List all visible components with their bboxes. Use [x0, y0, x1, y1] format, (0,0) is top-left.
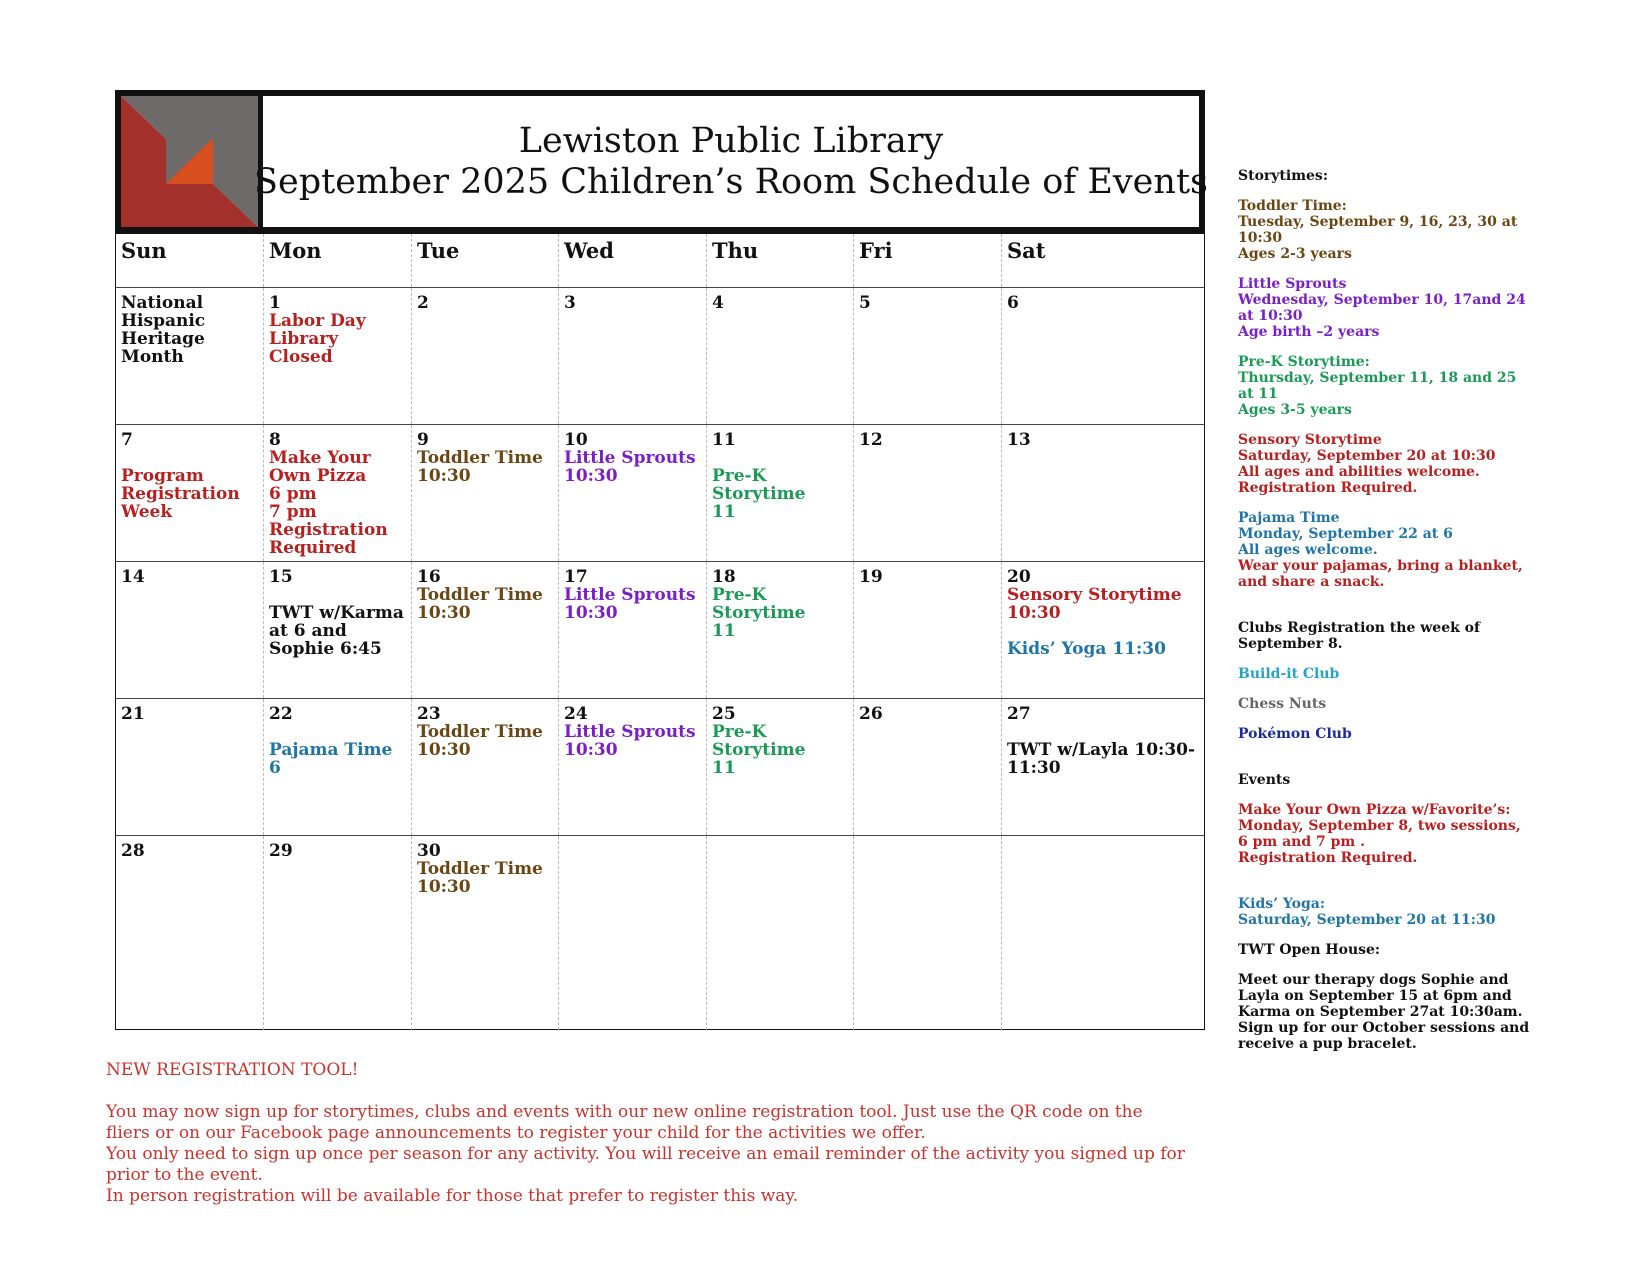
day-number: 26	[859, 704, 883, 724]
sidebar-block	[1238, 354, 1533, 418]
sidebar-block	[1238, 510, 1533, 590]
day-cell	[116, 425, 263, 561]
title-line-1: Lewiston Public Library	[518, 120, 944, 161]
day-number: 8	[269, 430, 281, 450]
event-text: 10:30	[417, 877, 471, 897]
sidebar-line: All ages welcome.	[1238, 542, 1378, 558]
sidebar-line: Ages 2-3 years	[1238, 246, 1352, 262]
notice-line-2: You only need to sign up once per season for any activity. You will receive an email reminder of the activity you signed up for prior to the event.	[106, 1144, 1185, 1185]
day-number: 13	[1007, 430, 1031, 450]
day-number: 19	[859, 567, 883, 587]
day-number: 11	[712, 430, 736, 450]
day-cell	[116, 699, 263, 835]
sidebar-block	[1238, 880, 1533, 928]
sidebar-block	[1238, 432, 1533, 496]
day-cell	[263, 699, 411, 835]
day-number: 29	[269, 841, 293, 861]
event-text: Program Registration Week	[121, 466, 240, 522]
week-row	[116, 835, 1204, 1030]
day-number: 22	[269, 704, 293, 724]
sidebar-spacer	[1238, 880, 1533, 896]
sidebar-line: Meet our therapy dogs Sophie and Layla on September 15 at 6pm and Karma on September 27at 10:30am. Sign up for our October sessions and receive a pup bracelet.	[1238, 972, 1530, 1052]
sidebar-line: All ages and abilities welcome.	[1238, 464, 1480, 480]
event-text: Labor Day	[269, 311, 366, 331]
day-cell	[116, 288, 263, 424]
notice-spacer	[106, 1081, 1186, 1102]
day-cell	[706, 699, 853, 835]
event-text: Little Sprouts	[564, 585, 696, 605]
event-text: Toddler Time	[417, 585, 543, 605]
weekday-header-row	[116, 234, 1204, 287]
day-number: 14	[121, 567, 145, 587]
event-text: Pre-K Storytime	[712, 585, 806, 623]
event-text: 10:30	[417, 740, 471, 760]
day-number: 24	[564, 704, 588, 724]
sidebar-line: Thursday, September 11, 18 and 25 at 11	[1238, 370, 1517, 402]
week-row	[116, 698, 1204, 835]
day-number: 9	[417, 430, 429, 450]
day-cell	[1001, 288, 1204, 424]
day-cell	[411, 836, 558, 1030]
day-cell	[1001, 425, 1204, 561]
calendar-grid	[115, 233, 1205, 1030]
sidebar-block	[1238, 942, 1533, 958]
event-text: 10:30	[564, 466, 618, 486]
sidebar-line: Monday, September 22 at 6	[1238, 526, 1453, 542]
title-line-2: September 2025 Children’s Room Schedule of Events	[254, 161, 1208, 202]
day-number: 23	[417, 704, 441, 724]
sidebar-line: Wear your pajamas, bring a blanket, and share a snack.	[1238, 558, 1523, 590]
sidebar-block	[1238, 276, 1533, 340]
day-number: 21	[121, 704, 145, 724]
event-text: 10:30	[564, 603, 618, 623]
day-cell	[853, 562, 1001, 698]
day-number: 1	[269, 293, 281, 313]
event-text: Pre-K Storytime	[712, 722, 806, 760]
day-number: 18	[712, 567, 736, 587]
sidebar-block	[1238, 198, 1533, 262]
day-number: 17	[564, 567, 588, 587]
day-cell	[706, 562, 853, 698]
weekday-wed: Wed	[558, 234, 706, 287]
weekday-thu: Thu	[706, 234, 853, 287]
sidebar-spacer	[1238, 604, 1533, 620]
day-number: 15	[269, 567, 293, 587]
sidebar-block	[1238, 802, 1533, 866]
notice-heading: NEW REGISTRATION TOOL!	[106, 1060, 359, 1080]
sidebar-block	[1238, 604, 1533, 652]
sidebar-line: Tuesday, September 9, 16, 23, 30 at 10:30	[1238, 214, 1518, 246]
registration-notice	[106, 1060, 1186, 1207]
weekday-tue: Tue	[411, 234, 558, 287]
week-row	[116, 424, 1204, 561]
day-cell	[411, 699, 558, 835]
sidebar-block	[1238, 168, 1533, 184]
day-cell	[558, 288, 706, 424]
event-text: 10:30	[564, 740, 618, 760]
sidebar-line: Build-it Club	[1238, 666, 1340, 682]
week-row	[116, 287, 1204, 424]
event-text: 6 pm	[269, 484, 317, 504]
event-text: Kids’ Yoga 11:30	[1007, 639, 1166, 659]
sidebar-line: Wednesday, September 10, 17and 24 at 10:30	[1238, 292, 1526, 324]
event-text: Registration Required	[269, 520, 388, 558]
event-spacer	[121, 449, 258, 467]
day-cell	[116, 836, 263, 1030]
day-cell	[853, 425, 1001, 561]
day-cell	[116, 562, 263, 698]
event-text: TWT w/Karma at 6 and Sophie 6:45	[269, 603, 404, 659]
day-cell	[1001, 699, 1204, 835]
event-text: 7 pm	[269, 502, 317, 522]
day-number: 10	[564, 430, 588, 450]
weekday-fri: Fri	[853, 234, 1001, 287]
event-spacer	[269, 586, 406, 604]
sidebar-line: Little Sprouts	[1238, 276, 1347, 292]
day-number: 30	[417, 841, 441, 861]
event-text: Library Closed	[269, 329, 339, 367]
day-cell	[411, 288, 558, 424]
sidebar-spacer	[1238, 756, 1533, 772]
event-text: Make Your Own Pizza	[269, 448, 371, 486]
sidebar-line: Kids’ Yoga:	[1238, 896, 1326, 912]
sidebar-line: Registration Required.	[1238, 480, 1418, 496]
title-box	[254, 96, 1208, 227]
day-cell	[853, 288, 1001, 424]
weekday-sat: Sat	[1001, 234, 1204, 287]
weekday-sun: Sun	[121, 238, 167, 263]
calendar-header	[115, 90, 1208, 233]
event-text: Toddler Time	[417, 859, 543, 879]
sidebar-line: Clubs Registration the week of September 8.	[1238, 620, 1481, 652]
event-spacer	[712, 449, 848, 467]
day-number: 12	[859, 430, 883, 450]
day-cell	[1001, 836, 1204, 1030]
weekday-mon: Mon	[263, 234, 411, 287]
sidebar-block	[1238, 696, 1533, 712]
sidebar-block	[1238, 666, 1533, 682]
event-text: Toddler Time	[417, 722, 543, 742]
day-number: 7	[121, 430, 133, 450]
sidebar-line: Toddler Time:	[1238, 198, 1347, 214]
notice-line-3: In person registration will be available for those that prefer to register this way.	[106, 1186, 799, 1206]
event-spacer	[269, 723, 406, 741]
day-cell	[706, 425, 853, 561]
day-number: 4	[712, 293, 724, 313]
event-text: 10:30	[1007, 603, 1061, 623]
event-spacer	[1007, 723, 1199, 741]
day-number: 6	[1007, 293, 1019, 313]
event-text: Little Sprouts	[564, 722, 696, 742]
day-number: 25	[712, 704, 736, 724]
sidebar-block	[1238, 726, 1533, 742]
event-text: Sensory Storytime	[1007, 585, 1182, 605]
sidebar-info	[1238, 168, 1533, 1066]
sidebar-line: Make Your Own Pizza w/Favorite’s:	[1238, 802, 1511, 818]
sidebar-line: Storytimes:	[1238, 168, 1328, 184]
event-spacer	[1007, 622, 1199, 640]
event-text: National Hispanic Heritage Month	[121, 293, 206, 367]
day-number: 20	[1007, 567, 1031, 587]
day-cell	[853, 699, 1001, 835]
event-text: 11	[712, 758, 736, 778]
day-cell	[706, 836, 853, 1030]
day-cell	[1001, 562, 1204, 698]
sidebar-line: TWT Open House:	[1238, 942, 1381, 958]
event-text: Little Sprouts	[564, 448, 696, 468]
day-cell	[558, 562, 706, 698]
sidebar-line: Sensory Storytime	[1238, 432, 1382, 448]
day-cell	[853, 836, 1001, 1030]
day-cell	[558, 425, 706, 561]
day-cell	[558, 699, 706, 835]
event-text: Pre-K Storytime	[712, 466, 806, 504]
sidebar-line: Chess Nuts	[1238, 696, 1327, 712]
sidebar-line: Monday, September 8, two sessions, 6 pm and 7 pm .	[1238, 818, 1521, 850]
sidebar-line: Saturday, September 20 at 10:30	[1238, 448, 1496, 464]
event-text: TWT w/Layla 10:30-11:30	[1007, 740, 1196, 778]
day-number: 3	[564, 293, 576, 313]
day-cell	[263, 288, 411, 424]
day-number: 5	[859, 293, 871, 313]
sidebar-block	[1238, 972, 1533, 1052]
day-cell	[263, 836, 411, 1030]
sidebar-line: Saturday, September 20 at 11:30	[1238, 912, 1496, 928]
day-cell	[706, 288, 853, 424]
event-text: Toddler Time	[417, 448, 543, 468]
notice-line-1: You may now sign up for storytimes, clubs and events with our new online registration tool. Just use the QR code on the fliers or on our Facebook page announcements to register your child for the activities we offer.	[106, 1102, 1143, 1143]
day-number: 16	[417, 567, 441, 587]
sidebar-line: Ages 3-5 years	[1238, 402, 1352, 418]
day-number: 2	[417, 293, 429, 313]
sidebar-line: Age birth –2 years	[1238, 324, 1380, 340]
event-text: 11	[712, 621, 736, 641]
sidebar-line: Events	[1238, 772, 1291, 788]
day-cell	[263, 562, 411, 698]
logo-graphic	[121, 96, 258, 227]
day-cell	[558, 836, 706, 1030]
event-text: 10:30	[417, 466, 471, 486]
day-number: 27	[1007, 704, 1031, 724]
library-logo	[121, 96, 263, 227]
sidebar-line: Pokémon Club	[1238, 726, 1352, 742]
day-cell	[411, 425, 558, 561]
event-text: Pajama Time 6	[269, 740, 393, 778]
sidebar-line: Pajama Time	[1238, 510, 1340, 526]
sidebar-block	[1238, 756, 1533, 788]
event-text: 10:30	[417, 603, 471, 623]
event-text: 11	[712, 502, 736, 522]
day-cell	[411, 562, 558, 698]
sidebar-line: Pre-K Storytime:	[1238, 354, 1370, 370]
week-row	[116, 561, 1204, 698]
sidebar-line: Registration Required.	[1238, 850, 1418, 866]
day-cell	[263, 425, 411, 561]
day-number: 28	[121, 841, 145, 861]
